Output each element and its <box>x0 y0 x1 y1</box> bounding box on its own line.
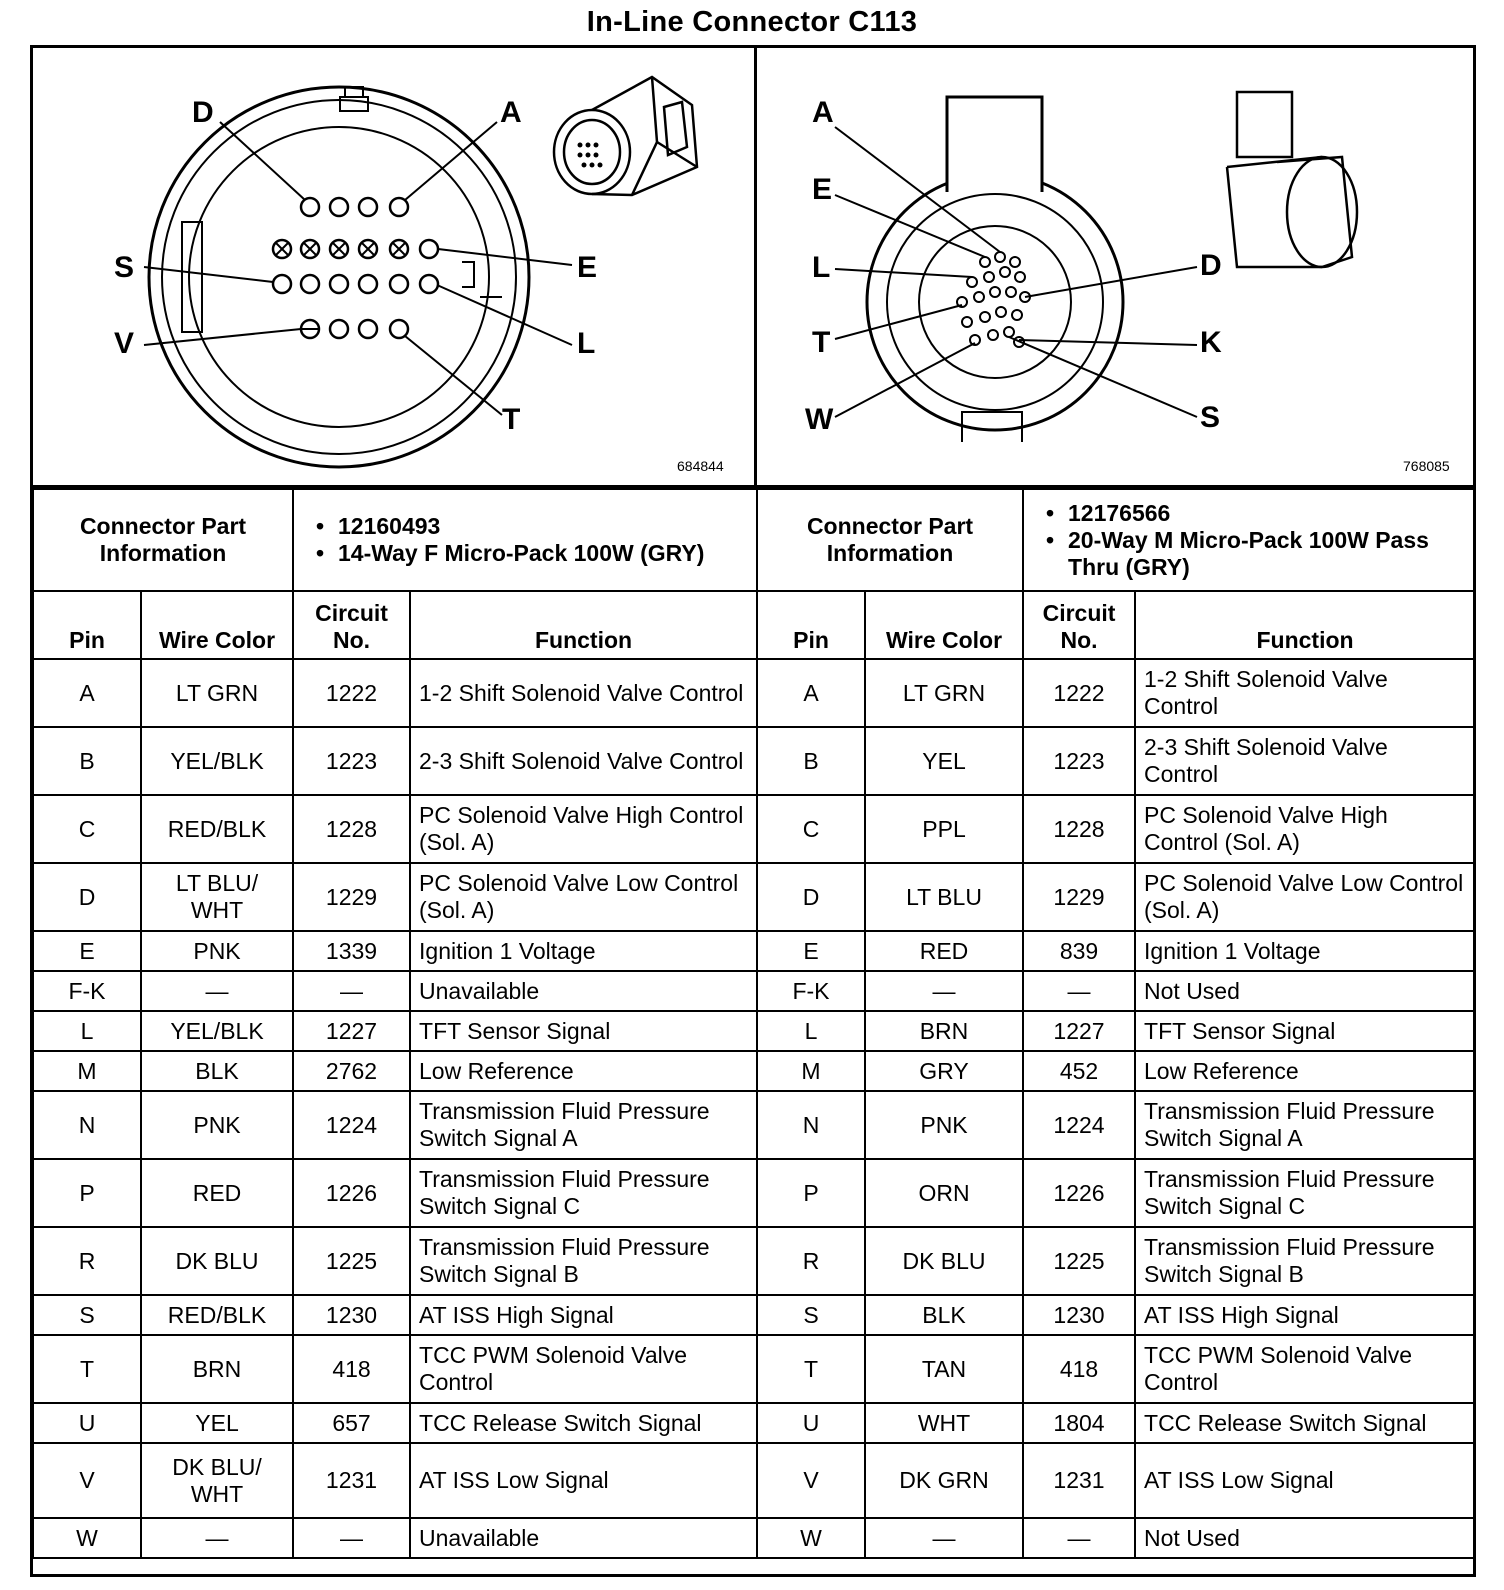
cell-pin: C <box>33 795 141 863</box>
cell-wire-color: RED <box>865 931 1023 971</box>
table-row <box>757 1159 1475 1227</box>
table-header-row <box>757 591 1475 659</box>
cell-circuit-no: 1226 <box>1023 1159 1135 1227</box>
pin-label-L: L <box>577 327 596 360</box>
cell-pin: U <box>757 1403 865 1443</box>
table-row <box>33 1091 757 1159</box>
table-row <box>33 1011 757 1051</box>
cell-pin: E <box>33 931 141 971</box>
cell-wire-color: PNK <box>141 1091 293 1159</box>
cell-circuit-no: 839 <box>1023 931 1135 971</box>
cell-function: Low Reference <box>1135 1051 1475 1091</box>
connector-illustration-left <box>554 77 697 195</box>
cell-circuit-no: — <box>293 971 410 1011</box>
cell-wire-color: BRN <box>141 1335 293 1403</box>
table-row <box>757 727 1475 795</box>
connector-diagram-right <box>757 47 1474 485</box>
cell-circuit-no: 2762 <box>293 1051 410 1091</box>
cell-circuit-no: 1228 <box>293 795 410 863</box>
cell-pin: B <box>33 727 141 795</box>
pinout-table-right <box>756 488 1476 1559</box>
cell-wire-color: WHT <box>865 1403 1023 1443</box>
cell-wire-color: PPL <box>865 795 1023 863</box>
cell-wire-color: — <box>865 1518 1023 1558</box>
cell-circuit-no: 1225 <box>1023 1227 1135 1295</box>
cell-wire-color: BLK <box>141 1051 293 1091</box>
cell-wire-color: BLK <box>865 1295 1023 1335</box>
table-row <box>33 1295 757 1335</box>
header-wire-color: Wire Color <box>865 591 1023 659</box>
cell-wire-color: YEL/BLK <box>141 1011 293 1051</box>
cell-pin: D <box>757 863 865 931</box>
cell-wire-color: — <box>141 1518 293 1558</box>
cell-circuit-no: 1225 <box>293 1227 410 1295</box>
table-row <box>33 1335 757 1403</box>
cell-pin: D <box>33 863 141 931</box>
cell-pin: N <box>33 1091 141 1159</box>
table-row <box>757 1295 1475 1335</box>
cell-wire-color: RED/BLK <box>141 795 293 863</box>
connector-part-info <box>1023 489 1475 591</box>
cell-wire-color: YEL/BLK <box>141 727 293 795</box>
figure-number-left: 684844 <box>677 458 724 474</box>
header-circuit-no: Circuit No. <box>1023 591 1135 659</box>
cell-pin: M <box>757 1051 865 1091</box>
cell-function: Transmission Fluid Pressure Switch Signal A <box>410 1091 757 1159</box>
cell-function: AT ISS High Signal <box>1135 1295 1475 1335</box>
table-row <box>33 971 757 1011</box>
cell-circuit-no: 1230 <box>1023 1295 1135 1335</box>
cell-pin: A <box>33 659 141 727</box>
table-row <box>757 659 1475 727</box>
cell-circuit-no: — <box>1023 1518 1135 1558</box>
header-function: Function <box>410 591 757 659</box>
cell-wire-color: PNK <box>865 1091 1023 1159</box>
cell-function: Transmission Fluid Pressure Switch Signal B <box>410 1227 757 1295</box>
cell-function: 1-2 Shift Solenoid Valve Control <box>1135 659 1475 727</box>
cell-wire-color: LT GRN <box>865 659 1023 727</box>
table-row <box>33 1403 757 1443</box>
cell-function: 2-3 Shift Solenoid Valve Control <box>1135 727 1475 795</box>
connector-info-row <box>33 489 757 591</box>
cell-function: PC Solenoid Valve Low Control (Sol. A) <box>410 863 757 931</box>
cell-wire-color: PNK <box>141 931 293 971</box>
cell-wire-color: YEL <box>865 727 1023 795</box>
cell-circuit-no: — <box>293 1518 410 1558</box>
pin-label-D: D <box>1200 249 1222 282</box>
cell-function: PC Solenoid Valve High Control (Sol. A) <box>1135 795 1475 863</box>
cell-function: AT ISS Low Signal <box>1135 1443 1475 1518</box>
cell-function: 1-2 Shift Solenoid Valve Control <box>410 659 757 727</box>
cell-function: Not Used <box>1135 1518 1475 1558</box>
cell-function: Transmission Fluid Pressure Switch Signal A <box>1135 1091 1475 1159</box>
cell-function: TCC Release Switch Signal <box>1135 1403 1475 1443</box>
cell-circuit-no: 657 <box>293 1403 410 1443</box>
cell-function: Transmission Fluid Pressure Switch Signal B <box>1135 1227 1475 1295</box>
cell-wire-color: DK BLU <box>141 1227 293 1295</box>
table-row <box>33 795 757 863</box>
cell-function: AT ISS Low Signal <box>410 1443 757 1518</box>
cell-function: Transmission Fluid Pressure Switch Signal C <box>1135 1159 1475 1227</box>
pin-label-D: D <box>192 96 214 129</box>
cell-circuit-no: 1223 <box>293 727 410 795</box>
pin-cavities-left <box>273 198 438 338</box>
table-row <box>33 1443 757 1518</box>
cell-wire-color: DK BLU <box>865 1227 1023 1295</box>
table-row <box>757 1335 1475 1403</box>
table-row <box>757 971 1475 1011</box>
table-row <box>33 727 757 795</box>
connector-info-row <box>757 489 1475 591</box>
cell-circuit-no: 1228 <box>1023 795 1135 863</box>
cell-pin: L <box>757 1011 865 1051</box>
cell-function: PC Solenoid Valve High Control (Sol. A) <box>410 795 757 863</box>
cell-pin: P <box>757 1159 865 1227</box>
cell-pin: M <box>33 1051 141 1091</box>
cell-function: Transmission Fluid Pressure Switch Signal C <box>410 1159 757 1227</box>
cell-circuit-no: 1227 <box>1023 1011 1135 1051</box>
cell-pin: R <box>33 1227 141 1295</box>
cell-pin: S <box>757 1295 865 1335</box>
cell-circuit-no: 1224 <box>1023 1091 1135 1159</box>
cell-circuit-no: 1230 <box>293 1295 410 1335</box>
cell-function: Ignition 1 Voltage <box>410 931 757 971</box>
cell-function: TCC Release Switch Signal <box>410 1403 757 1443</box>
connector-info-label: Connector Part Information <box>33 489 293 591</box>
cell-pin: P <box>33 1159 141 1227</box>
pin-label-A: A <box>500 96 522 129</box>
table-row <box>33 659 757 727</box>
table-row <box>757 795 1475 863</box>
header-wire-color: Wire Color <box>141 591 293 659</box>
cell-circuit-no: 1231 <box>1023 1443 1135 1518</box>
table-row <box>757 1091 1475 1159</box>
pin-label-E: E <box>812 173 833 206</box>
cell-pin: E <box>757 931 865 971</box>
table-row <box>33 1518 757 1558</box>
cell-pin: B <box>757 727 865 795</box>
cell-pin: V <box>757 1443 865 1518</box>
cell-circuit-no: 418 <box>1023 1335 1135 1403</box>
cell-pin: N <box>757 1091 865 1159</box>
part-description: • 14-Way F Micro-Pack 100W (GRY) <box>316 540 748 567</box>
cell-wire-color: ORN <box>865 1159 1023 1227</box>
table-row <box>33 863 757 931</box>
table-row <box>33 931 757 971</box>
cell-wire-color: BRN <box>865 1011 1023 1051</box>
connector-illustration-right <box>1227 92 1357 267</box>
header-pin: Pin <box>33 591 141 659</box>
cell-circuit-no: 1223 <box>1023 727 1135 795</box>
connector-diagram-left <box>32 47 754 485</box>
cell-wire-color: RED/BLK <box>141 1295 293 1335</box>
pin-label-K: K <box>1200 326 1222 359</box>
cell-circuit-no: 1804 <box>1023 1403 1135 1443</box>
table-row <box>757 1011 1475 1051</box>
cell-function: TCC PWM Solenoid Valve Control <box>410 1335 757 1403</box>
table-row <box>33 1051 757 1091</box>
table-row <box>33 1227 757 1295</box>
pin-label-S: S <box>1200 401 1221 434</box>
cell-function: TCC PWM Solenoid Valve Control <box>1135 1335 1475 1403</box>
cell-circuit-no: 1224 <box>293 1091 410 1159</box>
cell-circuit-no: 1229 <box>293 863 410 931</box>
figure-number-right: 768085 <box>1403 458 1450 474</box>
cell-wire-color: LT BLU/ WHT <box>141 863 293 931</box>
cell-pin: R <box>757 1227 865 1295</box>
cell-pin: T <box>757 1335 865 1403</box>
pin-cavities-right <box>957 252 1030 347</box>
cell-wire-color: — <box>141 971 293 1011</box>
cell-function: Unavailable <box>410 971 757 1011</box>
table-row <box>33 1159 757 1227</box>
cell-wire-color: — <box>865 971 1023 1011</box>
pin-label-W: W <box>805 403 834 436</box>
cell-function: TFT Sensor Signal <box>1135 1011 1475 1051</box>
pin-label-E: E <box>577 251 598 284</box>
table-row <box>757 1227 1475 1295</box>
cell-circuit-no: 1222 <box>1023 659 1135 727</box>
connector-outer-ring-right <box>867 174 1123 430</box>
cell-pin: L <box>33 1011 141 1051</box>
cell-function: TFT Sensor Signal <box>410 1011 757 1051</box>
cell-function: 2-3 Shift Solenoid Valve Control <box>410 727 757 795</box>
cell-circuit-no: 418 <box>293 1335 410 1403</box>
cell-function: Low Reference <box>410 1051 757 1091</box>
cell-function: Ignition 1 Voltage <box>1135 931 1475 971</box>
pin-label-L: L <box>812 251 831 284</box>
cell-pin: W <box>33 1518 141 1558</box>
table-row <box>757 1403 1475 1443</box>
cell-wire-color: TAN <box>865 1335 1023 1403</box>
table-row <box>757 1443 1475 1518</box>
cell-wire-color: DK BLU/ WHT <box>141 1443 293 1518</box>
cell-pin: T <box>33 1335 141 1403</box>
cell-pin: C <box>757 795 865 863</box>
cell-function: PC Solenoid Valve Low Control (Sol. A) <box>1135 863 1475 931</box>
cell-circuit-no: 1226 <box>293 1159 410 1227</box>
cell-pin: W <box>757 1518 865 1558</box>
table-header-row <box>33 591 757 659</box>
header-pin: Pin <box>757 591 865 659</box>
part-number: • 12160493 <box>316 513 748 540</box>
pinout-table-left <box>32 488 758 1559</box>
connector-info-label: Connector Part Information <box>757 489 1023 591</box>
cell-wire-color: YEL <box>141 1403 293 1443</box>
cell-circuit-no: 452 <box>1023 1051 1135 1091</box>
part-description: • 20-Way M Micro-Pack 100W Pass Thru (GRY) <box>1046 527 1466 581</box>
page-title: In-Line Connector C113 <box>586 6 918 38</box>
cell-circuit-no: 1229 <box>1023 863 1135 931</box>
cell-circuit-no: 1222 <box>293 659 410 727</box>
header-circuit-no: Circuit No. <box>293 591 410 659</box>
cell-pin: A <box>757 659 865 727</box>
connector-part-info <box>293 489 757 591</box>
pin-label-A: A <box>812 96 834 129</box>
cell-wire-color: LT GRN <box>141 659 293 727</box>
header-function: Function <box>1135 591 1475 659</box>
cell-function: Not Used <box>1135 971 1475 1011</box>
cell-pin: V <box>33 1443 141 1518</box>
pin-label-T: T <box>812 326 831 359</box>
cell-wire-color: DK GRN <box>865 1443 1023 1518</box>
cell-circuit-no: 1231 <box>293 1443 410 1518</box>
pin-label-V: V <box>114 327 135 360</box>
cell-wire-color: RED <box>141 1159 293 1227</box>
cell-pin: F-K <box>757 971 865 1011</box>
table-row <box>757 1518 1475 1558</box>
cell-function: AT ISS High Signal <box>410 1295 757 1335</box>
cell-pin: U <box>33 1403 141 1443</box>
table-row <box>757 1051 1475 1091</box>
cell-wire-color: LT BLU <box>865 863 1023 931</box>
cell-wire-color: GRY <box>865 1051 1023 1091</box>
cell-function: Unavailable <box>410 1518 757 1558</box>
pin-label-S: S <box>114 251 135 284</box>
cell-circuit-no: — <box>1023 971 1135 1011</box>
pin-label-T: T <box>502 403 521 436</box>
cell-pin: S <box>33 1295 141 1335</box>
table-row <box>757 931 1475 971</box>
cell-pin: F-K <box>33 971 141 1011</box>
cell-circuit-no: 1227 <box>293 1011 410 1051</box>
table-row <box>757 863 1475 931</box>
cell-circuit-no: 1339 <box>293 931 410 971</box>
part-number: • 12176566 <box>1046 500 1466 527</box>
